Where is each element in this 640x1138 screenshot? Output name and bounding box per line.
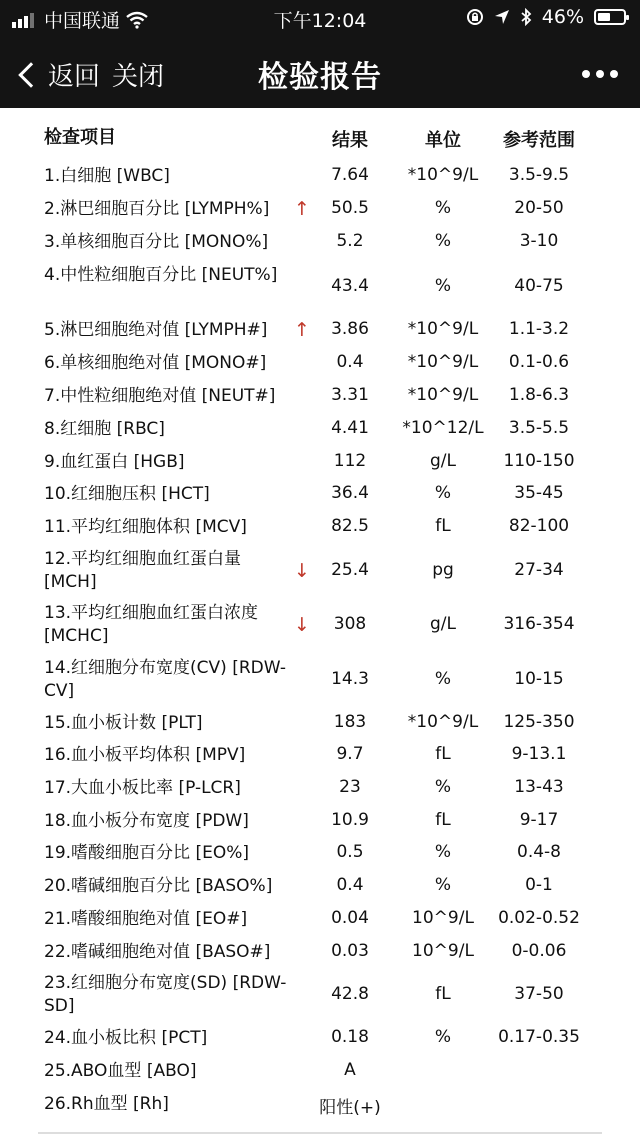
table-row <box>0 446 640 479</box>
table-row <box>0 1022 640 1055</box>
battery-percent: 46% <box>541 6 584 28</box>
table-row <box>0 805 640 838</box>
table-row <box>0 193 640 226</box>
result-value: 0.4 <box>336 352 364 372</box>
ref-range: 125-350 <box>503 712 575 732</box>
item-name: 18.血小板分布宽度 [PDW] <box>44 811 249 831</box>
unit-value: fL <box>435 810 451 830</box>
item-name: 1.白细胞 [WBC] <box>44 166 170 186</box>
header-ref: 参考范围 <box>503 130 575 151</box>
header-unit: 单位 <box>425 130 461 151</box>
item-name: 14.红细胞分布宽度(CV) [RDW-CV] <box>44 658 286 701</box>
table-row <box>0 511 640 544</box>
result-value: 0.4 <box>336 875 364 895</box>
unit-value: *10^12/L <box>402 418 484 438</box>
ref-range: 9-13.1 <box>511 744 567 764</box>
item-name: 22.嗜碱细胞绝对值 [BASO#] <box>44 942 271 962</box>
ref-range: 10-15 <box>514 668 564 689</box>
table-row <box>0 598 640 652</box>
ref-range: 37-50 <box>514 983 564 1004</box>
result-value: 36.4 <box>331 483 369 503</box>
arrow-up-icon: ↑ <box>294 198 310 220</box>
item-name: 2.淋巴细胞百分比 [LYMPH%] <box>44 199 270 219</box>
ref-range: 0.02-0.52 <box>498 908 580 928</box>
item-name: 4.中性粒细胞百分比 [NEUT%] <box>44 265 278 285</box>
arrow-up-icon: ↑ <box>294 319 310 341</box>
table-header <box>0 126 640 152</box>
result-value: 82.5 <box>331 516 369 536</box>
result-value: 0.18 <box>331 1027 369 1047</box>
unit-value: % <box>434 275 452 296</box>
table-row <box>0 936 640 969</box>
ref-range: 3.5-5.5 <box>508 418 570 438</box>
bluetooth-icon <box>520 8 532 26</box>
location-icon <box>494 9 510 25</box>
ref-range: 9-17 <box>519 810 559 830</box>
table-row <box>0 1055 640 1088</box>
unit-value: % <box>434 198 452 218</box>
table-row <box>0 903 640 936</box>
unit-value: fL <box>435 516 451 536</box>
unit-value: % <box>434 483 452 503</box>
table-row <box>0 226 640 259</box>
result-value: 50.5 <box>331 198 369 218</box>
unit-value: pg <box>432 559 454 580</box>
item-name: 24.血小板比积 [PCT] <box>44 1028 208 1048</box>
close-button[interactable]: 关闭 <box>112 62 165 92</box>
item-name: 9.血红蛋白 [HGB] <box>44 452 185 472</box>
result-value: 4.41 <box>331 418 369 438</box>
result-value: 10.9 <box>331 810 369 830</box>
header-item: 检查项目 <box>44 127 116 148</box>
unit-value: % <box>434 777 452 797</box>
arrow-down-icon: ↓ <box>294 613 310 636</box>
result-value: 7.64 <box>331 165 369 185</box>
ref-range: 0.4-8 <box>517 842 561 862</box>
table-row <box>0 653 640 707</box>
status-bar <box>0 0 640 36</box>
result-value: 3.31 <box>331 385 369 405</box>
carrier-label: 中国联通 <box>44 10 121 32</box>
item-name: 23.红细胞分布宽度(SD) [RDW-SD] <box>44 973 287 1016</box>
item-name: 15.血小板计数 [PLT] <box>44 713 203 733</box>
result-value: 0.03 <box>331 941 369 961</box>
ref-range: 1.8-6.3 <box>508 385 570 405</box>
unit-value: g/L <box>430 451 456 471</box>
unit-value: % <box>434 668 452 689</box>
item-name: 6.单核细胞绝对值 [MONO#] <box>44 353 267 373</box>
unit-value: fL <box>435 744 451 764</box>
unit-value: g/L <box>430 613 456 634</box>
result-value: 25.4 <box>331 559 369 580</box>
ref-range: 316-354 <box>503 613 575 634</box>
result-value: 42.8 <box>331 983 369 1004</box>
ref-range: 35-45 <box>514 483 564 503</box>
table-row <box>0 380 640 413</box>
table-row <box>0 1088 640 1121</box>
ref-range: 27-34 <box>514 559 564 580</box>
nav-bar <box>0 40 640 106</box>
page-title: 检验报告 <box>258 60 382 95</box>
result-value: A <box>344 1060 356 1080</box>
unit-value: % <box>434 875 452 895</box>
unit-value: *10^9/L <box>407 165 479 185</box>
ref-range: 0.17-0.35 <box>498 1027 580 1047</box>
ref-range: 20-50 <box>514 198 564 218</box>
table-row <box>0 413 640 446</box>
item-name: 25.ABO血型 [ABO] <box>44 1061 197 1081</box>
unit-value: 10^9/L <box>412 908 474 928</box>
result-value: 43.4 <box>331 275 369 296</box>
ref-range: 1.1-3.2 <box>508 319 570 339</box>
item-name: 7.中性粒细胞绝对值 [NEUT#] <box>44 386 276 406</box>
table-row <box>0 707 640 740</box>
item-name: 19.嗜酸细胞百分比 [EO%] <box>44 843 249 863</box>
item-name: 21.嗜酸细胞绝对值 [EO#] <box>44 909 248 929</box>
ref-range: 3-10 <box>519 231 559 251</box>
item-name: 3.单核细胞百分比 [MONO%] <box>44 232 269 252</box>
item-name: 16.血小板平均体积 [MPV] <box>44 745 246 765</box>
unit-value: % <box>434 842 452 862</box>
unit-value: 10^9/L <box>412 941 474 961</box>
item-name: 8.红细胞 [RBC] <box>44 419 165 439</box>
unit-value: % <box>434 1027 452 1047</box>
item-name: 20.嗜碱细胞百分比 [BASO%] <box>44 876 273 896</box>
item-name: 13.平均红细胞血红蛋白浓度 [MCHC] <box>44 603 259 646</box>
item-name: 11.平均红细胞体积 [MCV] <box>44 517 247 537</box>
table-row <box>0 870 640 903</box>
ref-range: 0.1-0.6 <box>508 352 570 372</box>
status-time: 下午12:04 <box>273 10 367 32</box>
unit-value: fL <box>435 983 451 1004</box>
ref-range: 3.5-9.5 <box>508 165 570 185</box>
rotation-lock-icon <box>466 8 484 26</box>
unit-value: *10^9/L <box>407 352 479 372</box>
result-value: 23 <box>339 777 361 797</box>
table-row <box>0 160 640 193</box>
item-name: 10.红细胞压积 [HCT] <box>44 484 210 504</box>
table-row <box>0 968 640 1022</box>
result-value: 112 <box>333 451 367 471</box>
table-row <box>0 260 640 314</box>
arrow-down-icon: ↓ <box>294 559 310 582</box>
table-row <box>0 739 640 772</box>
unit-value: *10^9/L <box>407 712 479 732</box>
item-name: 12.平均红细胞血红蛋白量 [MCH] <box>44 549 242 592</box>
unit-value: *10^9/L <box>407 319 479 339</box>
table-row <box>0 478 640 511</box>
result-value: 9.7 <box>336 744 364 764</box>
ref-range: 13-43 <box>514 777 564 797</box>
result-value: 阳性(+) <box>319 1098 381 1118</box>
item-name: 17.大血小板比率 [P-LCR] <box>44 778 241 798</box>
table-row <box>0 314 640 347</box>
ref-range: 0-0.06 <box>511 941 567 961</box>
battery-icon <box>594 9 626 25</box>
header-result: 结果 <box>332 130 368 151</box>
result-value: 14.3 <box>331 668 369 689</box>
back-label: 返回 <box>48 62 101 92</box>
table-row <box>0 837 640 870</box>
result-value: 5.2 <box>336 231 364 251</box>
table-row <box>0 544 640 598</box>
ref-range: 0-1 <box>525 875 553 895</box>
more-dots-icon[interactable] <box>582 70 618 78</box>
result-value: 0.04 <box>331 908 369 928</box>
item-name: 5.淋巴细胞绝对值 [LYMPH#] <box>44 320 268 340</box>
top-bar <box>0 0 640 108</box>
result-value: 3.86 <box>331 319 369 339</box>
unit-value: % <box>434 231 452 251</box>
divider <box>38 1132 602 1134</box>
item-name: 26.Rh血型 [Rh] <box>44 1094 169 1114</box>
result-value: 0.5 <box>336 842 364 862</box>
result-value: 183 <box>333 712 367 732</box>
ref-range: 40-75 <box>514 275 564 296</box>
ref-range: 110-150 <box>503 451 575 471</box>
table-row <box>0 772 640 805</box>
ref-range: 82-100 <box>508 516 570 536</box>
result-value: 308 <box>333 613 367 634</box>
table-row <box>0 347 640 380</box>
unit-value: *10^9/L <box>407 385 479 405</box>
